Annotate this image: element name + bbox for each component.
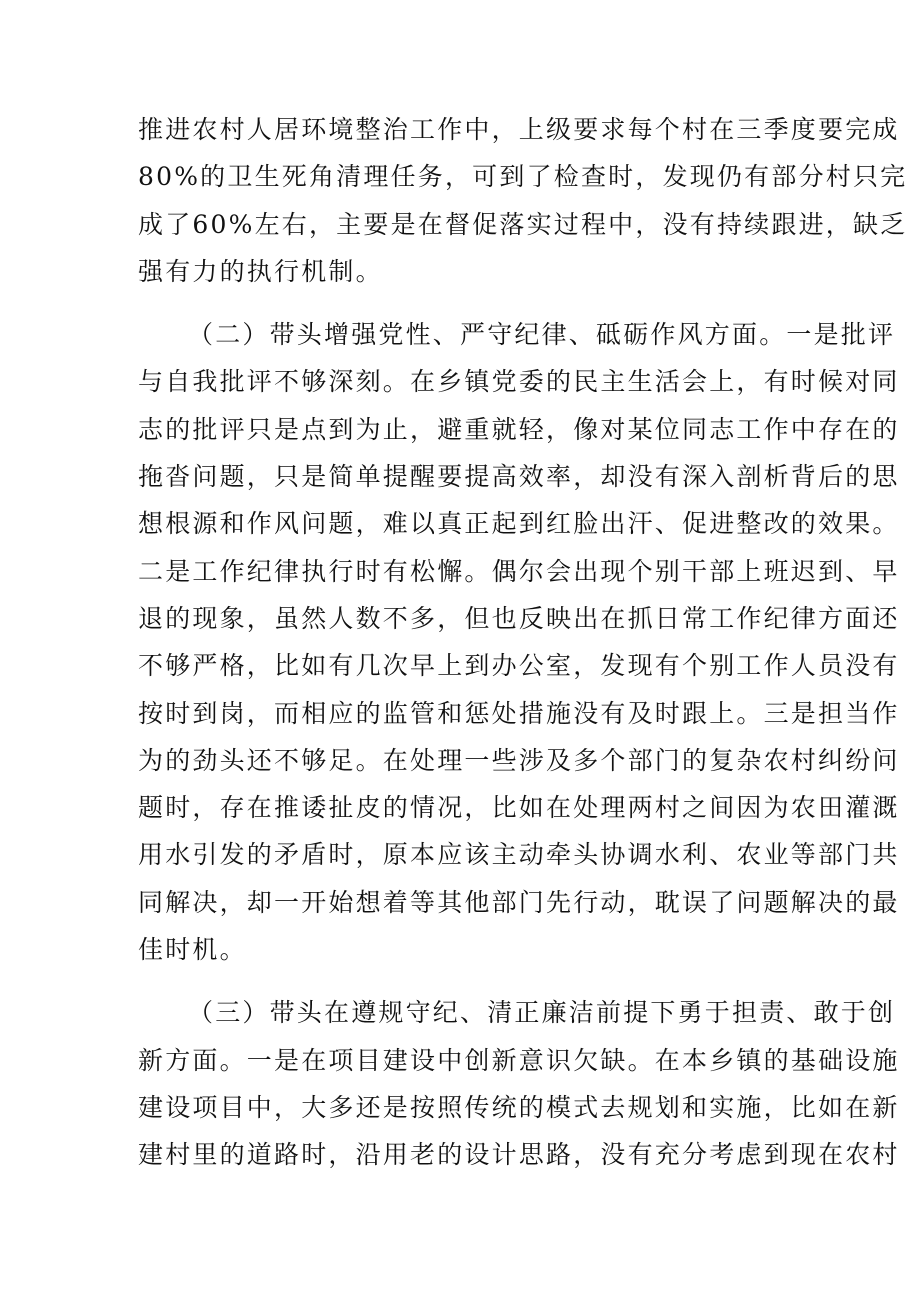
paragraph-spacer	[138, 973, 798, 989]
text-line: 用水引发的矛盾时，原本应该主动牵头协调水利、农业等部门共	[138, 840, 900, 870]
text-line: 不够严格，比如有几次早上到办公室，发现有个别工作人员没有	[138, 651, 900, 681]
text-line: 志的批评只是点到为止，避重就轻，像对某位同志工作中存在的	[138, 414, 900, 444]
paragraph-1	[138, 106, 908, 295]
text-line: 同解决，却一开始想着等其他部门先行动，耽误了问题解决的最	[138, 887, 900, 917]
text-line: 二是工作纪律执行时有松懈。偶尔会出现个别干部上班迟到、早	[138, 556, 900, 586]
text-line: 新方面。一是在项目建设中创新意识欠缺。在本乡镇的基础设施	[138, 1045, 900, 1075]
paragraph-3	[138, 989, 900, 1178]
document-body	[138, 106, 908, 1179]
text-line: 建设项目中，大多还是按照传统的模式去规划和实施，比如在新	[138, 1092, 900, 1122]
text-line: 与自我批评不够深刻。在乡镇党委的民主生活会上，有时候对同	[138, 367, 900, 397]
text-line: 强有力的执行机制。	[138, 256, 383, 286]
text-line: 为的劲头还不够足。在处理一些涉及多个部门的复杂农村纠纷问	[138, 745, 900, 775]
text-line: 建村里的道路时，沿用老的设计思路，没有充分考虑到现在农村	[138, 1140, 900, 1170]
text-line: 拖沓问题，只是简单提醒要提高效率，却没有深入剖析背后的思	[138, 462, 900, 492]
paragraph-2	[138, 311, 900, 973]
text-line: 80%的卫生死角清理任务，可到了检查时，发现仍有部分村只完	[138, 162, 908, 192]
text-line: 按时到岗，而相应的监管和惩处措施没有及时跟上。三是担当作	[138, 698, 900, 728]
text-line: 推进农村人居环境整治工作中，上级要求每个村在三季度要完成	[138, 115, 900, 144]
text-line: 想根源和作风问题，难以真正起到红脸出汗、促进整改的效果。	[138, 509, 900, 539]
text-line: 成了60%左右，主要是在督促落实过程中，没有持续跟进，缺乏	[138, 209, 908, 239]
paragraph-spacer	[138, 295, 798, 311]
text-line: 佳时机。	[138, 935, 247, 965]
section-heading-line: （三）带头在遵规守纪、清正廉洁前提下勇于担责、敢于创	[188, 998, 896, 1028]
section-heading-line: （二）带头增强党性、严守纪律、砥砺作风方面。一是批评	[188, 320, 896, 350]
text-line: 退的现象，虽然人数不多，但也反映出在抓日常工作纪律方面还	[138, 603, 900, 633]
text-line: 题时，存在推诿扯皮的情况，比如在处理两村之间因为农田灌溉	[138, 793, 900, 823]
